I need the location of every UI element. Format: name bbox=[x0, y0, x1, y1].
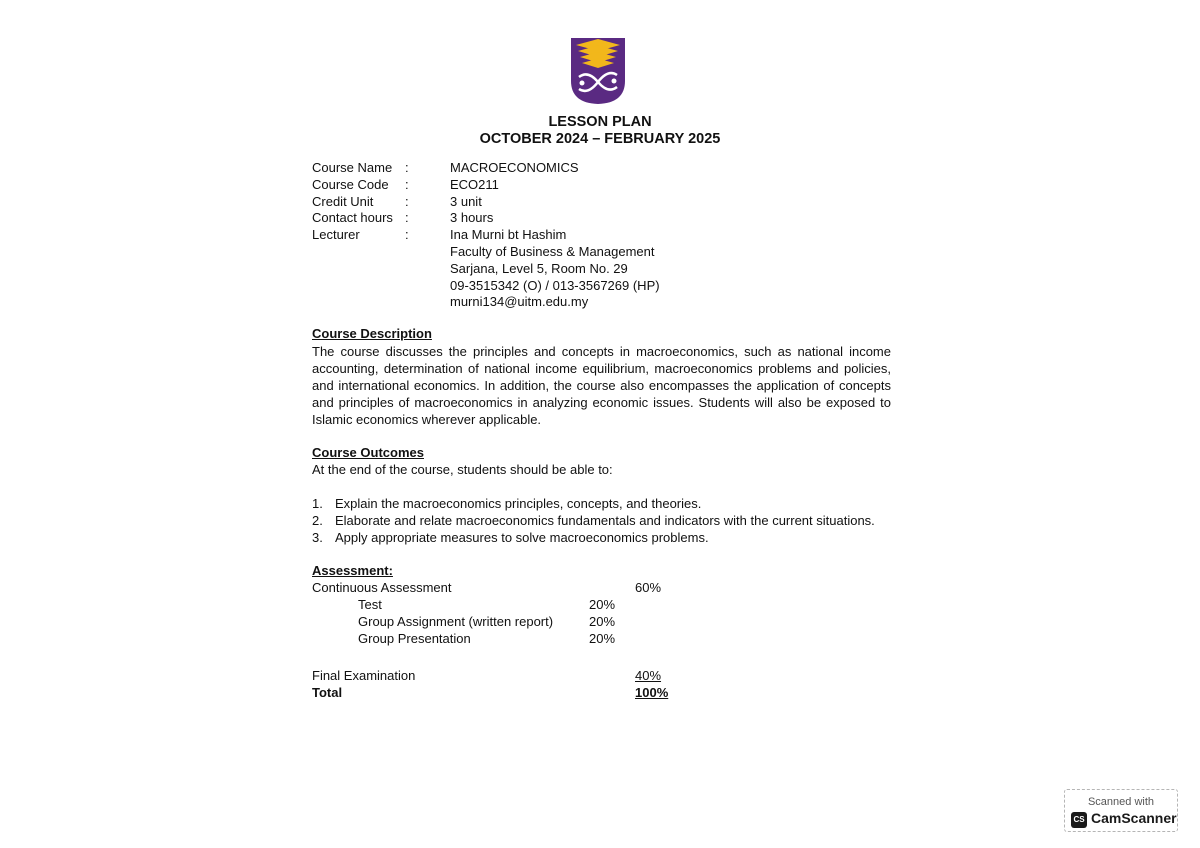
info-value: MACROECONOMICS bbox=[450, 160, 579, 175]
assessment-label: Test bbox=[358, 597, 382, 612]
list-item bbox=[312, 529, 875, 546]
info-row-lecturer bbox=[312, 227, 660, 244]
assessment-table bbox=[312, 579, 692, 701]
assessment-row bbox=[312, 667, 692, 684]
info-separator: : bbox=[405, 210, 409, 226]
info-row-course-code bbox=[312, 177, 660, 194]
info-separator: : bbox=[405, 160, 409, 175]
assessment-row bbox=[312, 684, 692, 701]
page-title: LESSON PLAN bbox=[548, 114, 652, 130]
assessment-weight: 20% bbox=[589, 631, 616, 646]
lecturer-detail-row bbox=[312, 261, 660, 278]
course-info bbox=[312, 160, 660, 311]
info-label: Lecturer bbox=[312, 227, 360, 243]
camscanner-watermark bbox=[1064, 789, 1178, 832]
uitm-crest-icon bbox=[570, 37, 626, 105]
info-row-contact-hours bbox=[312, 210, 660, 227]
lecturer-faculty: Faculty of Business & Management bbox=[450, 243, 655, 259]
lecturer-email: murni134@uitm.edu.my bbox=[450, 294, 589, 310]
assessment-total-label: Total bbox=[312, 685, 343, 700]
list-text: Explain the macroeconomics principles, concepts, and theories. bbox=[335, 496, 702, 511]
page-subtitle: OCTOBER 2024 – FEBRUARY 2025 bbox=[479, 131, 721, 147]
assessment-total: 60% bbox=[635, 580, 662, 595]
assessment-row bbox=[312, 613, 692, 630]
assessment-row bbox=[312, 630, 692, 647]
info-separator: : bbox=[405, 227, 409, 243]
lecturer-phone: 09-3515342 (O) / 013-3567269 (HP) bbox=[450, 277, 660, 293]
info-label: Course Name bbox=[312, 160, 393, 175]
assessment-weight: 40% bbox=[635, 668, 662, 683]
lecturer-name: Ina Murni bt Hashim bbox=[450, 227, 567, 243]
course-outcomes-intro: At the end of the course, students should be able to: bbox=[312, 462, 613, 477]
list-number: 1. bbox=[312, 496, 323, 511]
assessment-label: Continuous Assessment bbox=[312, 580, 452, 595]
list-number: 2. bbox=[312, 513, 323, 528]
list-text: Apply appropriate measures to solve macroeconomics problems. bbox=[335, 530, 709, 545]
info-value: 3 unit bbox=[450, 193, 482, 209]
course-description-heading: Course Description bbox=[312, 326, 432, 341]
outcomes-list bbox=[312, 495, 875, 546]
assessment-heading: Assessment: bbox=[312, 563, 393, 578]
assessment-weight: 20% bbox=[589, 614, 616, 629]
assessment-label: Final Examination bbox=[312, 668, 416, 683]
info-label: Contact hours bbox=[312, 210, 393, 226]
list-item bbox=[312, 495, 875, 512]
info-row-course-name bbox=[312, 160, 660, 177]
info-row-credit-unit bbox=[312, 194, 660, 211]
watermark-brand: CamScanner bbox=[1091, 810, 1177, 826]
assessment-row bbox=[312, 596, 692, 613]
assessment-row bbox=[312, 579, 692, 596]
lecturer-room: Sarjana, Level 5, Room No. 29 bbox=[450, 260, 628, 276]
camscanner-logo-icon: CS bbox=[1071, 812, 1087, 828]
list-item bbox=[312, 512, 875, 529]
assessment-total-weight: 100% bbox=[635, 685, 669, 700]
list-text: Elaborate and relate macroeconomics fundamentals and indicators with the current situations. bbox=[335, 513, 875, 528]
lecturer-detail-row bbox=[312, 244, 660, 261]
course-outcomes-heading: Course Outcomes bbox=[312, 445, 424, 460]
info-separator: : bbox=[405, 176, 409, 192]
info-value: ECO211 bbox=[450, 176, 499, 192]
list-number: 3. bbox=[312, 530, 323, 545]
course-description-text: The course discusses the principles and concepts in macroeconomics, such as national income accounting, determination of national income equilibrium, macroeconomics problems and policies, and international economics. In addition, the course also encompasses the application of concepts and principles of macroeconomics in analyzing economic issues. Students will also be exposed to Islamic economics wherever applicable. bbox=[312, 344, 891, 427]
info-label: Course Code bbox=[312, 176, 389, 192]
watermark-caption: Scanned with bbox=[1087, 796, 1155, 808]
assessment-label: Group Presentation bbox=[358, 631, 471, 646]
info-value: 3 hours bbox=[450, 210, 494, 226]
info-label: Credit Unit bbox=[312, 193, 374, 209]
lecturer-detail-row bbox=[312, 294, 660, 311]
assessment-weight: 20% bbox=[589, 597, 616, 612]
lecturer-detail-row bbox=[312, 278, 660, 295]
assessment-label: Group Assignment (written report) bbox=[358, 614, 554, 629]
info-separator: : bbox=[405, 193, 409, 209]
